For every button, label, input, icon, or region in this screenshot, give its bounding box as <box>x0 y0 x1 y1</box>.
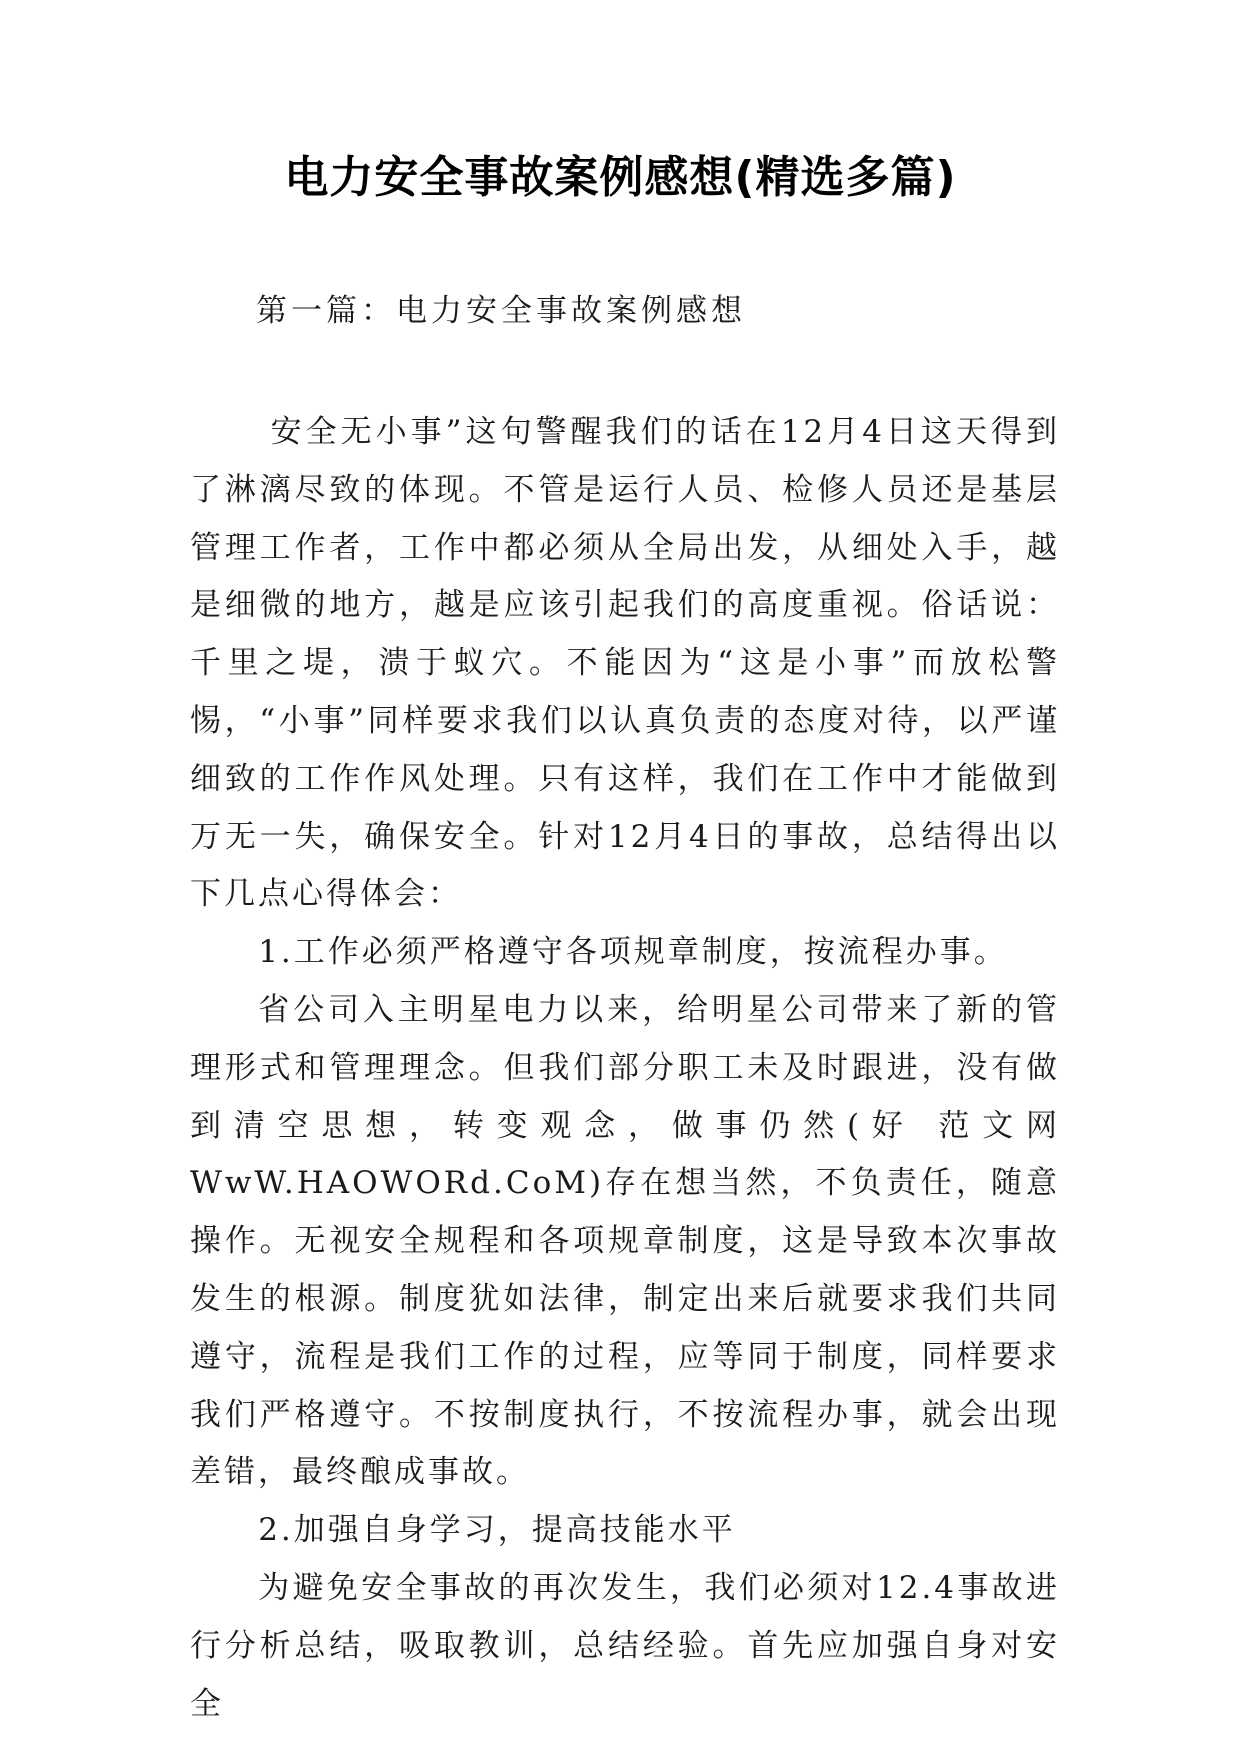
paragraph-point-2-body: 为避免安全事故的再次发生，我们必须对12.4事故进行分析总结，吸取教训，总结经验。首先应加强自身对安全 <box>190 1569 1060 1722</box>
paragraph-point-1-body: 省公司入主明星电力以来，给明星公司带来了新的管理形式和管理理念。但我们部分职工未及时跟进，没有做到清空思想，转变观念，做事仍然(好 范文网 WwW.HAOWORd.CoM)存在想当然，不负责任，随意操作。无视安全规程和各项规章制度，这是导致本次事故发生的根源。制度犹如法律，制定出来后就要求我们共同遵守，流程是我们工作的过程，应等同于制度，同样要求我们严格遵守。不按制度执行，不按流程办事，就会出现差错，最终酿成事故。 <box>190 991 1060 1491</box>
section-heading: 第一篇：电力安全事故案例感想 <box>256 293 746 329</box>
document-title: 电力安全事故案例感想(精选多篇) <box>284 152 957 203</box>
paragraph-intro: 安全无小事”这句警醒我们的话在12月4日这天得到了淋漓尽致的体现。不管是运行人员、检修人员还是基层管理工作者，工作中都必须从全局出发，从细处入手，越是细微的地方，越是应该引起我们的高度重视。俗话说：千里之堤，溃于蚁穴。不能因为“这是小事”而放松警惕，“小事”同样要求我们以认真负责的态度对待，以严谨细致的工作作风处理。只有这样，我们在工作中才能做到万无一失，确保安全。针对12月4日的事故，总结得出以下几点心得体会： <box>190 414 1060 913</box>
paragraph-point-1-heading: 1.工作必须严格遵守各项规章制度，按流程办事。 <box>258 934 1008 971</box>
document-body <box>190 404 1060 1733</box>
paragraph-point-2-heading: 2.加强自身学习，提高技能水平 <box>258 1512 736 1549</box>
